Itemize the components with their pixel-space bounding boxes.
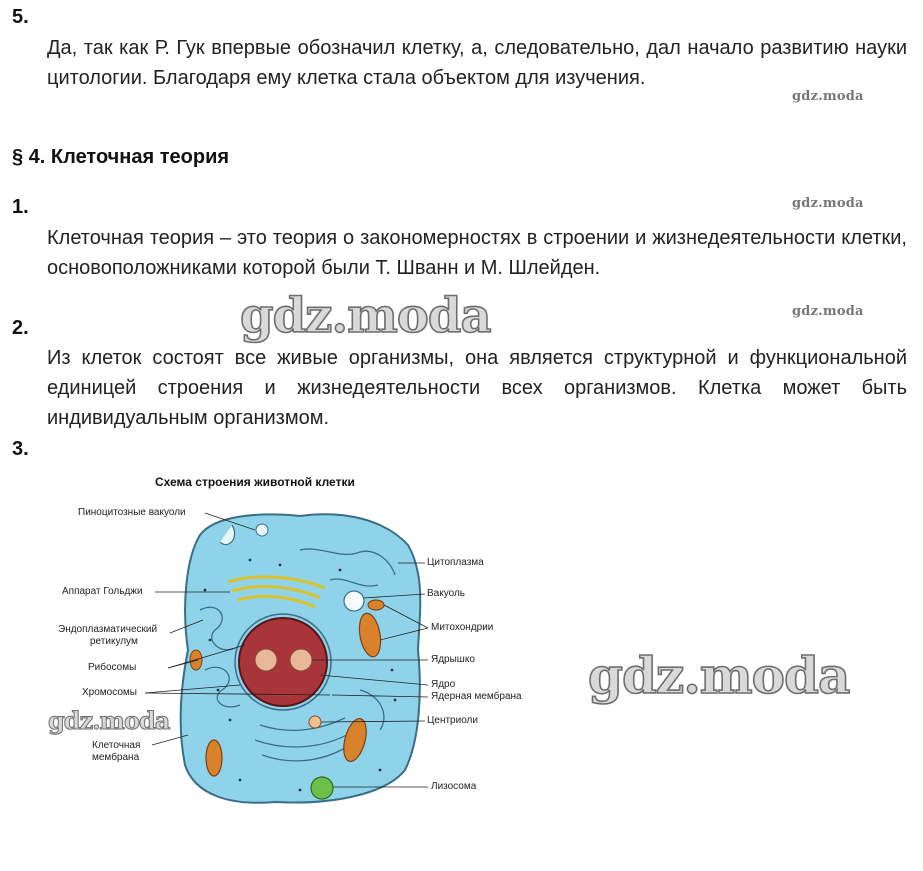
- nucleus: [239, 618, 327, 706]
- label-nuclear-membrane: Ядерная мембрана: [431, 691, 522, 702]
- answer-number-1: 1.: [12, 196, 29, 218]
- nucleolus: [255, 649, 277, 671]
- answer-text-2: Из клеток состоят все живые организмы, она является структурной и функциональной единицей строения и жизнедеятельности всех организмов. Клетка может быть индивидуальным организмом.: [47, 347, 907, 429]
- label-vacuole: Вакуоль: [427, 588, 465, 599]
- answer-number-5: 5.: [12, 6, 29, 28]
- label-chromosomes: Хромосомы: [82, 687, 137, 698]
- watermark-medium: gdz.moda: [48, 706, 170, 735]
- watermark-small: gdz.moda: [792, 304, 864, 319]
- label-cytoplasm: Цитоплазма: [427, 557, 484, 568]
- mitochondrion: [368, 600, 384, 610]
- answer-text-5: Да, так как Р. Гук впервые обозначил клетку, а, следовательно, дал начало развитию науки цитологии. Благодаря ему клетка стала объектом для изучения.: [47, 37, 907, 89]
- vacuole: [344, 591, 364, 611]
- label-mitochondria: Митохондрии: [431, 622, 494, 633]
- label-pinocytosis-vacuoles: Пиноцитозные вакуоли: [78, 507, 186, 518]
- label-lysosome: Лизосома: [431, 781, 477, 792]
- answer-number-3: 3.: [12, 438, 29, 460]
- nucleolus: [290, 649, 312, 671]
- pinocytosis-vacuole: [256, 524, 268, 536]
- label-golgi-apparatus: Аппарат Гольджи: [62, 586, 143, 597]
- section-title: § 4. Клеточная теория: [12, 146, 230, 168]
- watermark-small: gdz.moda: [792, 196, 864, 211]
- answer-number-2: 2.: [12, 317, 29, 339]
- label-membrane-line2: мембрана: [92, 752, 140, 763]
- label-centrioles: Центриоли: [427, 715, 478, 726]
- watermark-small: gdz.moda: [792, 89, 864, 104]
- label-er-line2: ретикулум: [90, 636, 138, 647]
- label-er-line1: Эндоплазматический: [58, 624, 158, 635]
- watermark-large: gdz.moda: [588, 646, 850, 705]
- mitochondrion: [206, 740, 222, 776]
- label-nucleolus: Ядрышко: [431, 654, 475, 665]
- centriole: [309, 716, 321, 728]
- label-ribosomes: Рибосомы: [88, 662, 137, 673]
- answer-text-1: Клеточная теория – это теория о закономерностях в строении и жизнедеятельности клетки, основоположниками которой были Т. Шванн и М. Шлейден.: [47, 227, 907, 279]
- label-membrane-line1: Клеточная: [92, 740, 141, 751]
- lysosome: [311, 777, 333, 799]
- label-nucleus: Ядро: [431, 679, 456, 690]
- diagram-title: Схема строения животной клетки: [155, 475, 355, 489]
- watermark-large: gdz.moda: [240, 288, 491, 344]
